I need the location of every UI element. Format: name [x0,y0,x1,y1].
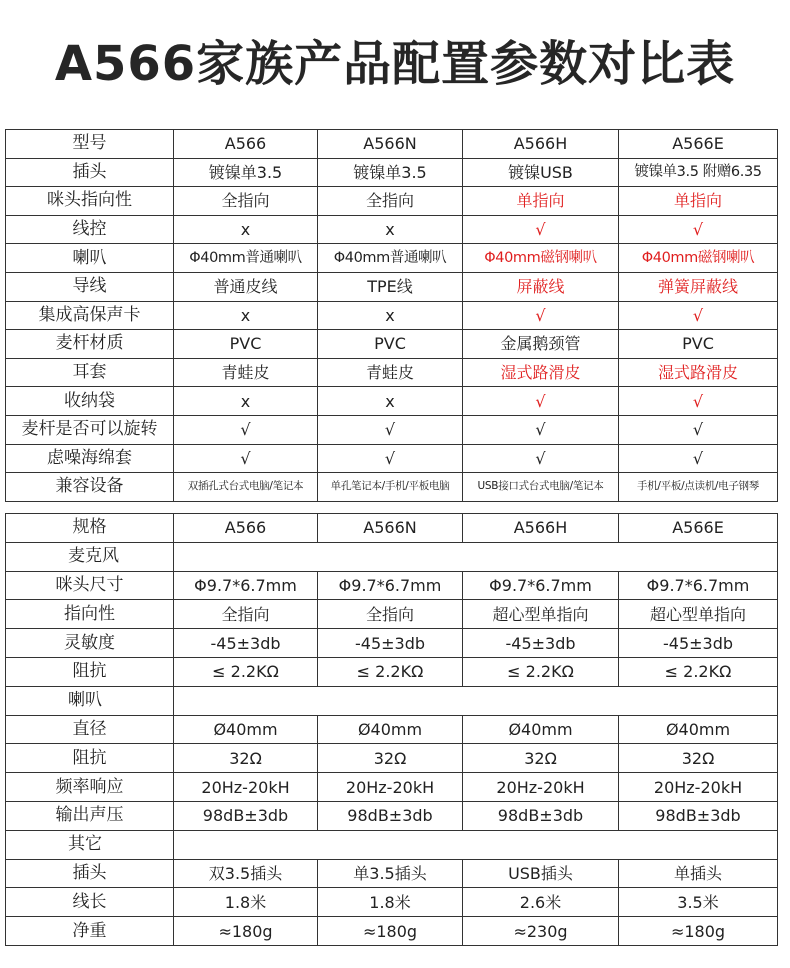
value-cell: Φ40mm磁钢喇叭 [463,244,619,273]
value-cell: Φ9.7*6.7mm [318,571,463,600]
spec-row [6,917,778,946]
config-row [6,301,778,330]
value-cell: -45±3db [174,629,318,658]
value-cell: Φ40mm普通喇叭 [318,244,463,273]
value-cell: USB插头 [463,859,619,888]
row-label-cell: 咪头尺寸 [6,571,174,600]
spec-row [6,888,778,917]
value-cell: 98dB±3db [463,801,619,830]
row-label-cell: 麦杆是否可以旋转 [6,415,174,444]
value-cell: 弹簧屏蔽线 [619,272,778,301]
value-cell: 超心型单指向 [619,600,778,629]
value-cell: TPE线 [318,272,463,301]
spec-header-row [6,514,778,543]
value-cell: 双3.5插头 [174,859,318,888]
row-label-cell: 耳套 [6,358,174,387]
row-label-cell: 灵敏度 [6,629,174,658]
page-title: A566家族产品配置参数对比表 [54,36,736,92]
value-cell: 20Hz-20kH [619,773,778,802]
value-cell: x [174,215,318,244]
row-label-cell: 兼容设备 [6,473,174,502]
value-cell: √ [174,415,318,444]
spec-section-row [6,830,778,859]
section-label: 其它 [6,830,174,859]
row-label-cell: 阻抗 [6,657,174,686]
value-cell: 湿式路滑皮 [463,358,619,387]
value-cell: 金属鹅颈管 [463,330,619,359]
value-cell: 青蛙皮 [318,358,463,387]
value-cell: Φ9.7*6.7mm [619,571,778,600]
value-cell: -45±3db [318,629,463,658]
value-cell: 镀镍USB [463,158,619,187]
value-cell: 2.6米 [463,888,619,917]
config-row [6,387,778,416]
row-label-cell: 喇叭 [6,244,174,273]
value-cell: 全指向 [318,600,463,629]
value-cell: 全指向 [174,600,318,629]
config-row [6,330,778,359]
value-cell: 98dB±3db [619,801,778,830]
value-cell: √ [463,415,619,444]
section-filler [174,542,778,571]
config-row [6,444,778,473]
spec-row [6,715,778,744]
value-cell: √ [463,215,619,244]
spec-row [6,571,778,600]
value-cell: Ø40mm [174,715,318,744]
spec-row [6,859,778,888]
spec-row [6,600,778,629]
value-cell: Φ40mm普通喇叭 [174,244,318,273]
row-label-cell: 导线 [6,272,174,301]
value-cell: ≈180g [174,917,318,946]
value-cell: ≈230g [463,917,619,946]
config-row [6,473,778,502]
value-cell: ≈180g [619,917,778,946]
config-row [6,244,778,273]
row-label-cell: 集成高保声卡 [6,301,174,330]
config-row [6,215,778,244]
config-header-row [6,130,778,159]
value-cell: PVC [174,330,318,359]
value-cell: -45±3db [619,629,778,658]
value-cell: ≤ 2.2KΩ [463,657,619,686]
spec-row [6,801,778,830]
value-cell: 单插头 [619,859,778,888]
value-cell: 1.8米 [318,888,463,917]
value-cell: Ø40mm [318,715,463,744]
value-cell: √ [463,301,619,330]
value-cell: x [174,387,318,416]
value-cell: PVC [619,330,778,359]
config-row [6,272,778,301]
value-cell: 屏蔽线 [463,272,619,301]
model-header-cell: A566 [174,514,318,543]
spec-row [6,744,778,773]
value-cell: √ [318,415,463,444]
value-cell: Φ9.7*6.7mm [463,571,619,600]
value-cell: 镀镍单3.5 [174,158,318,187]
row-label-cell: 直径 [6,715,174,744]
row-label-cell: 收纳袋 [6,387,174,416]
value-cell: 98dB±3db [174,801,318,830]
model-header-cell: A566H [463,514,619,543]
value-cell: Ø40mm [619,715,778,744]
spec-row [6,629,778,658]
value-cell: √ [619,387,778,416]
value-cell: USB接口式台式电脑/笔记本 [463,473,619,502]
spec-row [6,657,778,686]
value-cell: 双插孔式台式电脑/笔记本 [174,473,318,502]
row-label-cell: 插头 [6,859,174,888]
value-cell: 98dB±3db [318,801,463,830]
value-cell: 32Ω [619,744,778,773]
value-cell: 镀镍单3.5 附赠6.35 [619,158,778,187]
value-cell: 全指向 [174,187,318,216]
row-label-cell: 虑噪海绵套 [6,444,174,473]
value-cell: Φ40mm磁钢喇叭 [619,244,778,273]
value-cell: √ [619,215,778,244]
model-header-cell: A566N [318,130,463,159]
value-cell: √ [619,301,778,330]
value-cell: 普通皮线 [174,272,318,301]
value-cell: 20Hz-20kH [174,773,318,802]
row-label-cell: 指向性 [6,600,174,629]
value-cell: 32Ω [174,744,318,773]
model-header-cell: A566E [619,130,778,159]
config-row [6,187,778,216]
value-cell: √ [174,444,318,473]
row-label-cell: 规格 [6,514,174,543]
value-cell: PVC [318,330,463,359]
row-label-cell: 线长 [6,888,174,917]
value-cell: Ø40mm [463,715,619,744]
config-comparison-table [5,129,778,502]
model-header-cell: A566 [174,130,318,159]
row-label-cell: 阻抗 [6,744,174,773]
value-cell: √ [463,444,619,473]
value-cell: 1.8米 [174,888,318,917]
value-cell: 20Hz-20kH [318,773,463,802]
row-label-cell: 咪头指向性 [6,187,174,216]
row-label-cell: 净重 [6,917,174,946]
value-cell: 手机/平板/点读机/电子钢琴 [619,473,778,502]
config-row [6,415,778,444]
value-cell: Φ9.7*6.7mm [174,571,318,600]
value-cell: √ [619,444,778,473]
model-header-cell: A566E [619,514,778,543]
value-cell: x [318,387,463,416]
section-filler [174,686,778,715]
value-cell: 单指向 [463,187,619,216]
value-cell: x [318,215,463,244]
value-cell: 3.5米 [619,888,778,917]
value-cell: 单孔笔记本/手机/平板电脑 [318,473,463,502]
value-cell: 青蛙皮 [174,358,318,387]
spec-section-row [6,686,778,715]
config-row [6,158,778,187]
row-label-cell: 插头 [6,158,174,187]
config-row [6,358,778,387]
section-label: 麦克风 [6,542,174,571]
value-cell: ≈180g [318,917,463,946]
spec-comparison-table [5,513,778,946]
value-cell: 湿式路滑皮 [619,358,778,387]
value-cell: ≤ 2.2KΩ [174,657,318,686]
spec-row [6,773,778,802]
value-cell: 超心型单指向 [463,600,619,629]
value-cell: 单3.5插头 [318,859,463,888]
value-cell: ≤ 2.2KΩ [619,657,778,686]
section-label: 喇叭 [6,686,174,715]
value-cell: 镀镍单3.5 [318,158,463,187]
value-cell: -45±3db [463,629,619,658]
value-cell: √ [619,415,778,444]
spec-section-row [6,542,778,571]
row-label-cell: 线控 [6,215,174,244]
value-cell: √ [463,387,619,416]
value-cell: 32Ω [463,744,619,773]
value-cell: x [174,301,318,330]
value-cell: x [318,301,463,330]
value-cell: 全指向 [318,187,463,216]
value-cell: 单指向 [619,187,778,216]
model-header-cell: A566N [318,514,463,543]
value-cell: 20Hz-20kH [463,773,619,802]
section-filler [174,830,778,859]
model-header-cell: A566H [463,130,619,159]
value-cell: ≤ 2.2KΩ [318,657,463,686]
row-label-cell: 麦杆材质 [6,330,174,359]
row-label-cell: 频率响应 [6,773,174,802]
row-label-cell: 输出声压 [6,801,174,830]
value-cell: √ [318,444,463,473]
row-label-cell: 型号 [6,130,174,159]
value-cell: 32Ω [318,744,463,773]
